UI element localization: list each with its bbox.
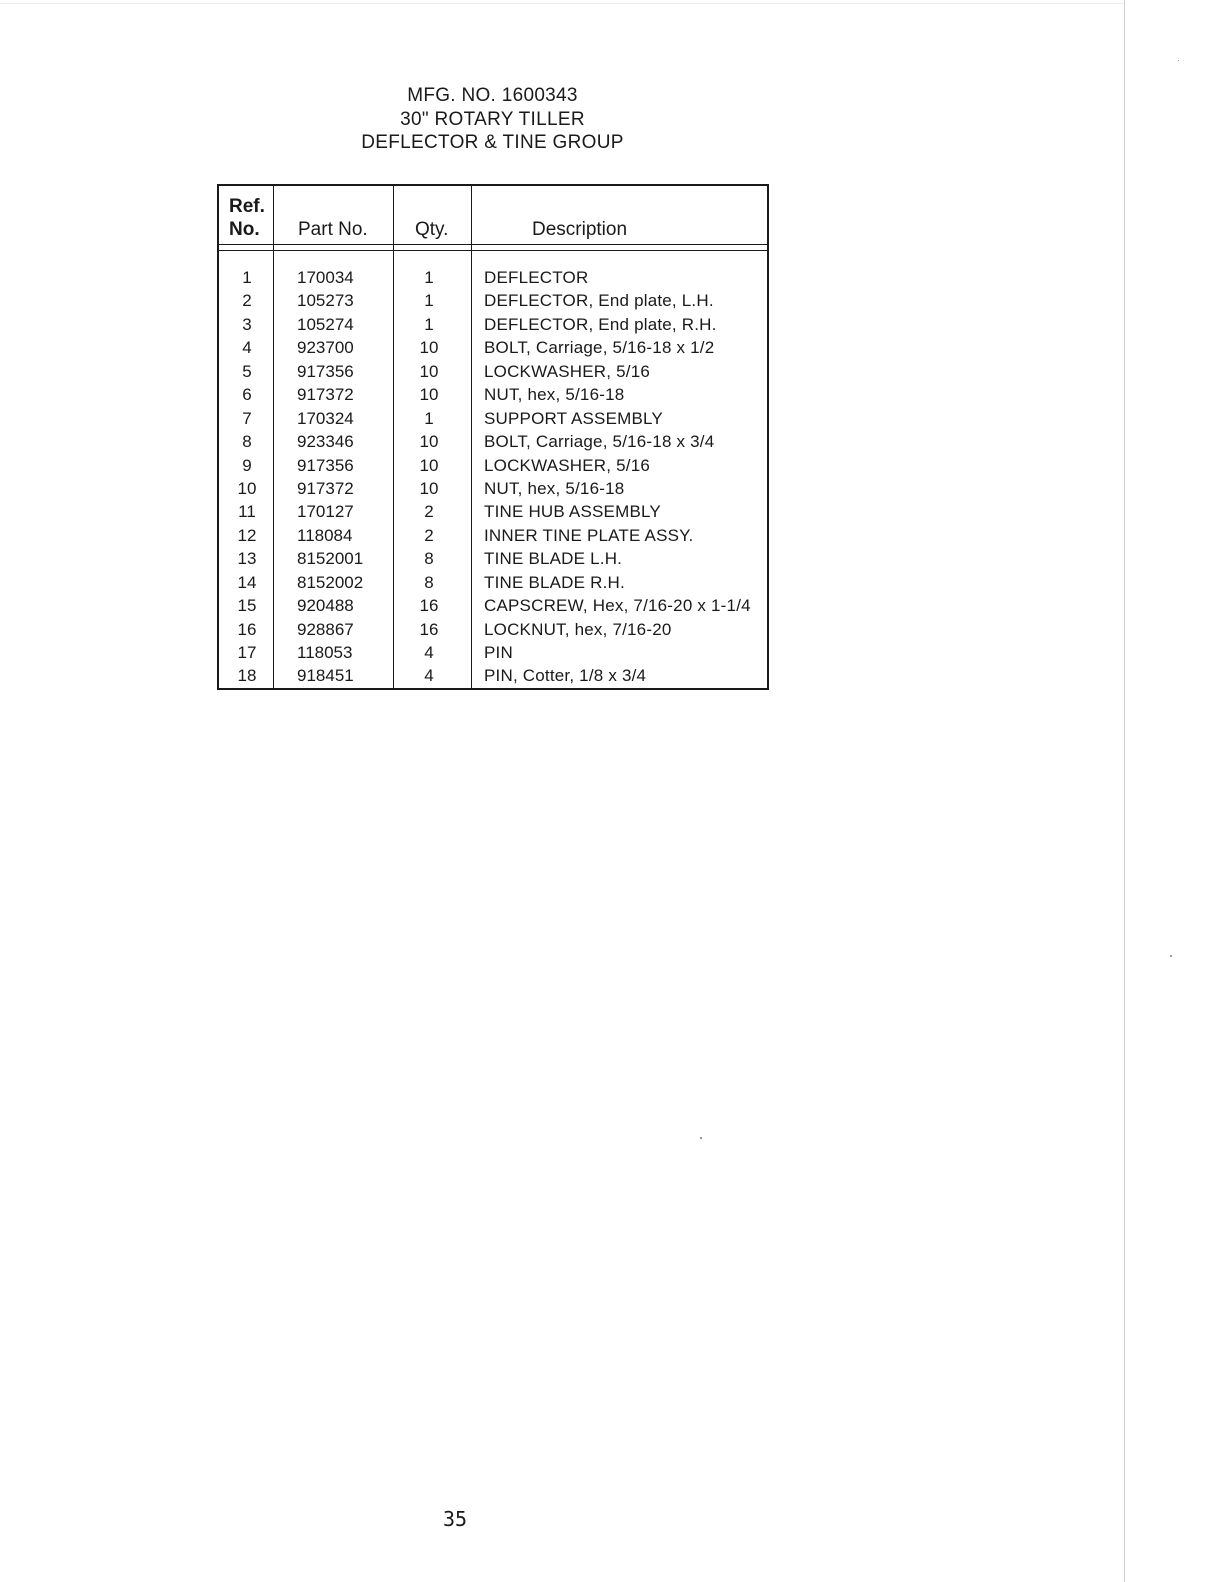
quantity: 1 (424, 291, 434, 311)
description: NUT, hex, 5/16-18 (484, 385, 625, 405)
table-row (219, 336, 767, 359)
part-number: 118084 (297, 525, 353, 545)
column-header-ref-line1: Ref. (229, 196, 265, 217)
description: NUT, hex, 5/16-18 (484, 478, 625, 498)
ref-number: 5 (242, 361, 252, 381)
ref-number: 4 (242, 338, 252, 358)
table-row (219, 641, 767, 664)
quantity: 1 (424, 268, 434, 287)
table-row (219, 571, 767, 594)
description: INNER TINE PLATE ASSY. (484, 525, 694, 545)
table-row (219, 664, 767, 687)
description: DEFLECTOR, End plate, R.H. (484, 314, 717, 334)
part-number: 170324 (297, 408, 354, 428)
document-title (330, 84, 655, 155)
column-header-description: Description (532, 219, 628, 240)
quantity: 10 (419, 361, 439, 381)
description: BOLT, Carriage, 5/16-18 x 1/2 (484, 338, 715, 358)
ref-number: 11 (238, 502, 256, 522)
table-row (219, 500, 767, 523)
table-row (219, 266, 767, 289)
quantity: 4 (424, 666, 434, 686)
part-number: 917356 (297, 455, 354, 475)
table-row (219, 547, 767, 570)
ref-number: 6 (242, 385, 252, 405)
description: LOCKWASHER, 5/16 (484, 361, 651, 381)
description: LOCKNUT, hex, 7/16-20 (484, 619, 672, 639)
description: CAPSCREW, Hex, 7/16-20 x 1-1/4 (484, 596, 751, 616)
part-number: 118053 (297, 643, 353, 662)
table-row (219, 454, 767, 477)
ref-number: 18 (237, 666, 257, 686)
table-row (219, 618, 767, 641)
quantity: 10 (419, 432, 439, 452)
quantity: 10 (419, 385, 439, 405)
part-number: 917356 (297, 361, 354, 381)
ref-number: 7 (242, 408, 252, 428)
part-number: 170127 (297, 502, 354, 522)
part-number: 8152001 (297, 549, 364, 569)
table-row (219, 594, 767, 617)
description: LOCKWASHER, 5/16 (484, 455, 651, 475)
ref-number: 12 (237, 525, 257, 545)
part-number: 105274 (297, 314, 354, 334)
ref-number: 1 (242, 268, 252, 287)
header-rule (219, 244, 767, 245)
description: PIN, Cotter, 1/8 x 3/4 (484, 666, 647, 686)
ref-number: 2 (242, 291, 252, 311)
description: DEFLECTOR, End plate, L.H. (484, 291, 714, 311)
column-header-ref (229, 195, 265, 241)
parts-table (217, 184, 769, 690)
table-row (219, 430, 767, 453)
table-row (219, 524, 767, 547)
column-header-ref-line2: No. (229, 219, 260, 240)
column-header-part: Part No. (298, 219, 368, 240)
quantity: 2 (424, 525, 434, 545)
quantity: 1 (424, 408, 434, 428)
scan-right-edge (1124, 0, 1125, 1582)
description: DEFLECTOR (484, 268, 589, 287)
description: BOLT, Carriage, 5/16-18 x 3/4 (484, 432, 715, 452)
part-number: 928867 (297, 619, 354, 639)
ref-number: 10 (237, 478, 257, 498)
quantity: 16 (419, 596, 439, 616)
product-name: 30" ROTARY TILLER (400, 108, 585, 130)
ref-number: 15 (237, 596, 257, 616)
quantity: 8 (424, 549, 434, 569)
ref-number: 13 (237, 549, 257, 569)
table-row (219, 477, 767, 500)
table-body (219, 266, 767, 688)
quantity: 4 (424, 643, 434, 662)
description: TINE BLADE R.H. (484, 572, 625, 592)
part-number: 920488 (297, 596, 354, 616)
ref-number: 14 (237, 572, 257, 592)
ref-number: 3 (242, 314, 252, 334)
ref-number: 17 (237, 643, 257, 662)
quantity: 10 (419, 338, 439, 358)
part-number: 917372 (297, 385, 354, 405)
table-row (219, 289, 767, 312)
quantity: 1 (424, 314, 434, 334)
quantity: 2 (424, 502, 434, 522)
part-number: 105273 (297, 291, 354, 311)
table-row (219, 407, 767, 430)
description: PIN (484, 643, 513, 662)
ref-number: 16 (237, 619, 257, 639)
scan-top-edge (0, 3, 1124, 4)
scan-speck (700, 1137, 702, 1139)
part-number: 918451 (297, 666, 354, 686)
part-number: 923346 (297, 432, 354, 452)
scan-speck (1170, 955, 1172, 957)
table-row (219, 383, 767, 406)
group-name: DEFLECTOR & TINE GROUP (361, 132, 624, 153)
description: TINE HUB ASSEMBLY (484, 502, 661, 522)
part-number: 8152002 (297, 572, 364, 592)
quantity: 10 (419, 455, 439, 475)
quantity: 16 (419, 619, 439, 639)
quantity: 8 (424, 572, 434, 592)
part-number: 923700 (297, 338, 354, 358)
page-number: 35 (442, 1507, 468, 1531)
header-rule (219, 250, 767, 251)
column-header-qty: Qty. (415, 219, 449, 240)
quantity: 10 (419, 478, 439, 498)
manufacturer-number: MFG. NO. 1600343 (407, 85, 578, 106)
scan-speck (1178, 60, 1179, 61)
table-row (219, 313, 767, 336)
description: TINE BLADE L.H. (484, 549, 623, 569)
part-number: 917372 (297, 478, 354, 498)
ref-number: 9 (242, 455, 252, 475)
ref-number: 8 (242, 432, 252, 452)
description: SUPPORT ASSEMBLY (484, 408, 663, 428)
table-row (219, 360, 767, 383)
part-number: 170034 (297, 268, 354, 287)
